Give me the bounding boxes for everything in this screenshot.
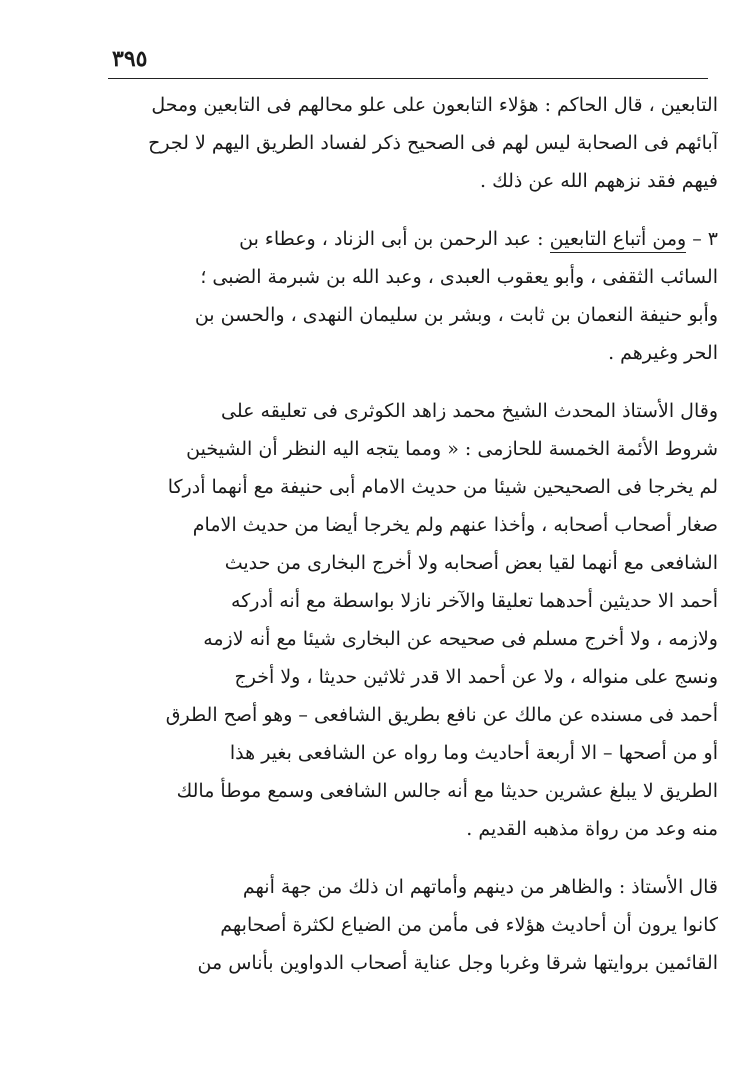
text-line: أحمد فى مسنده عن مالك عن نافع بطريق الشافعى – وهو أصح الطرق — [165, 704, 718, 726]
text-line: الشافعى مع أنهما لقيا بعض أصحابه ولا أخرج البخارى من حديث — [224, 552, 718, 574]
text-line: أحمد الا حديثين أحدهما تعليقا والآخر نازلا بواسطة مع أنه أدركه — [231, 590, 718, 612]
text-line: وقال الأستاذ المحدث الشيخ محمد زاهد الكوثرى فى تعليقه على — [221, 400, 718, 422]
text-line: صغار أصحاب أصحابه ، وأخذا عنهم ولم يخرجا أيضا من حديث الامام — [192, 514, 718, 536]
text-line: قال الأستاذ : والظاهر من دينهم وأماتهم ان ذلك من جهة أنهم — [242, 876, 718, 898]
paragraph-1 — [122, 86, 718, 200]
paragraph-gap — [122, 848, 718, 868]
text-line: فيهم فقد نزههم الله عن ذلك . — [480, 170, 718, 192]
paragraph-gap — [122, 200, 718, 220]
text-line-heading — [122, 220, 718, 258]
text-line: كانوا يرون أن أحاديث هؤلاء فى مأمن من الضياع لكثرة أصحابهم — [220, 914, 718, 936]
text-line: القائمين بروايتها شرقا وغربا وجل عناية أصحاب الدواوين بأناس من — [197, 952, 718, 974]
paragraph-3 — [122, 392, 718, 848]
paragraph-2 — [122, 220, 718, 372]
heading-continuation: : عبد الرحمن بن أبى الزناد ، وعطاء بن — [239, 228, 550, 250]
text-line: ونسج على منواله ، ولا عن أحمد الا قدر ثلاثين حديثا ، ولا أخرج — [234, 666, 718, 688]
text-line: التابعين ، قال الحاكم : هؤلاء التابعون على علو محالهم فى التابعين ومحل — [151, 94, 718, 116]
text-line: ولازمه ، ولا أخرج مسلم فى صحيحه عن البخارى شيئا مع أنه لازمه — [203, 628, 718, 650]
page-number: ٣٩٥ — [112, 46, 148, 72]
text-line: الحر وغيرهم . — [608, 342, 718, 364]
text-line: الطريق لا يبلغ عشرين حديثا مع أنه جالس الشافعى وسمع موطأ مالك — [176, 780, 718, 802]
text-line: السائب الثقفى ، وأبو يعقوب العبدى ، وعبد الله بن شبرمة الضبى ؛ — [200, 266, 718, 288]
page-body — [122, 86, 718, 982]
paragraph-4 — [122, 868, 718, 982]
text-line: لم يخرجا فى الصحيحين شيئا من حديث الامام أبى حنيفة مع أنهما أدركا — [167, 476, 718, 498]
paragraph-gap — [122, 372, 718, 392]
text-line: وأبو حنيفة النعمان بن ثابت ، وبشر بن سليمان النهدى ، والحسن بن — [194, 304, 718, 326]
section-number: ٣ – — [686, 228, 718, 250]
text-line: أو من أصحها – الا أربعة أحاديث وما رواه عن الشافعى بغير هذا — [229, 742, 718, 764]
section-heading: ومن أتباع التابعين — [550, 228, 687, 253]
header-rule — [108, 78, 708, 79]
text-line: منه وعد من رواة مذهبه القديم . — [466, 818, 718, 840]
text-line: آبائهم فى الصحابة ليس لهم فى الصحيح ذكر لفساد الطريق اليهم لا لجرح — [148, 132, 718, 154]
text-line: شروط الأئمة الخمسة للحازمى : « ومما يتجه اليه النظر أن الشيخين — [186, 438, 718, 460]
